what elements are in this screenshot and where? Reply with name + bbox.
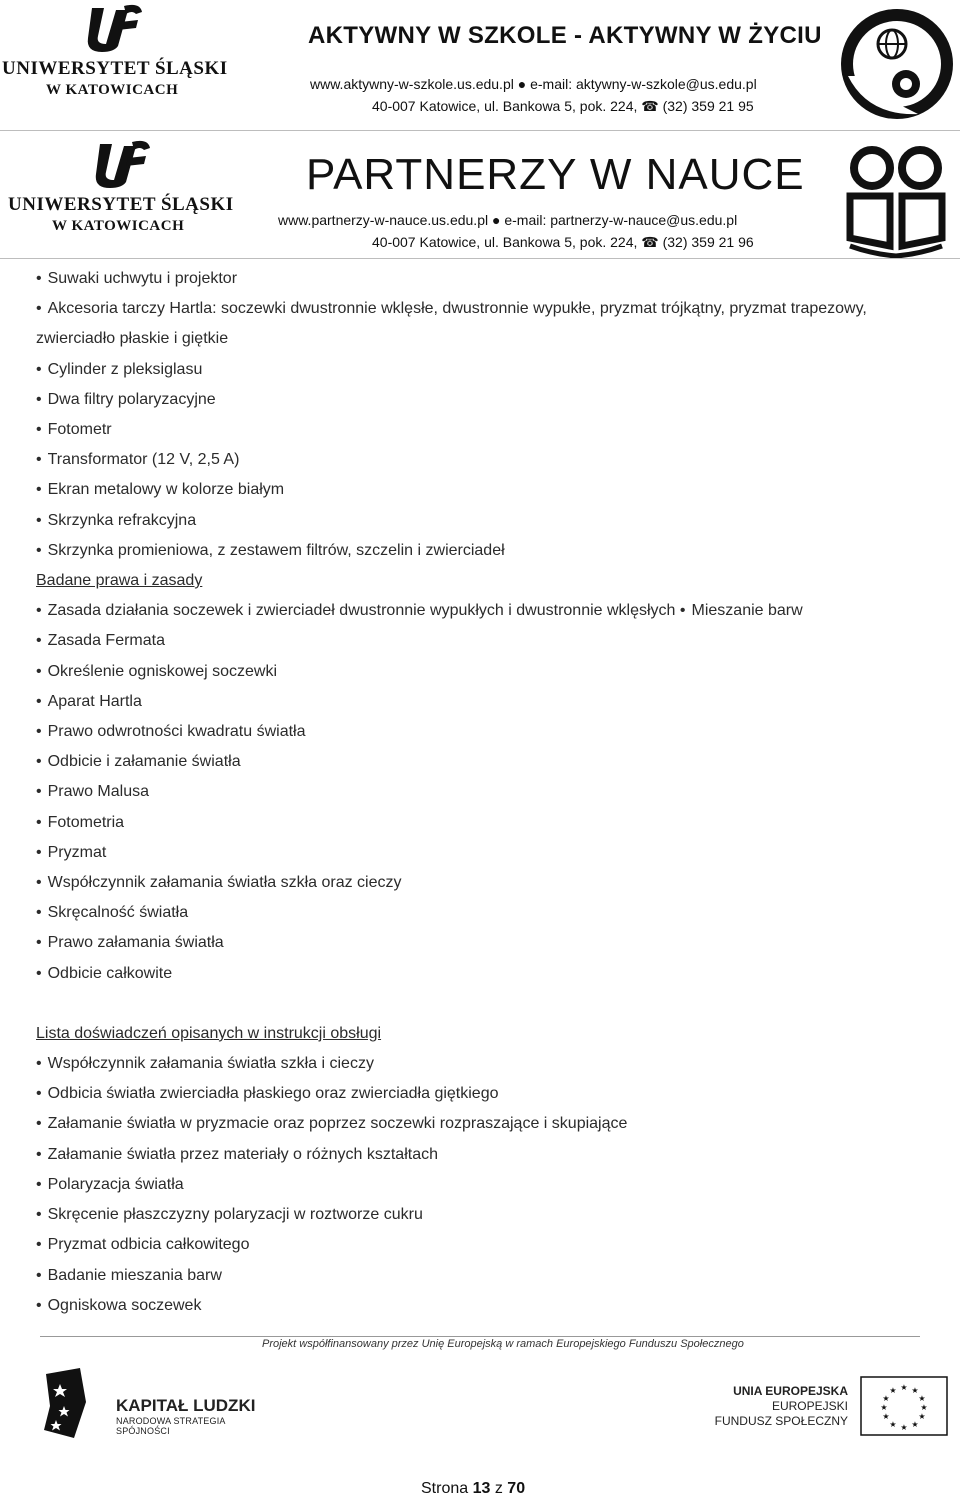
bullet: •: [36, 511, 42, 529]
university-name-line1: UNIWERSYTET ŚLĄSKI: [8, 194, 234, 215]
list-item: [36, 385, 936, 415]
section-heading-experiments: Lista doświadczeń opisanych w instrukcji obsługi: [36, 1024, 382, 1042]
bullet: •: [36, 692, 42, 710]
bullet: •: [36, 904, 42, 922]
bullet: •: [36, 300, 42, 318]
list-item: [36, 777, 936, 807]
bullet: •: [36, 1175, 42, 1193]
list-item: [36, 1200, 936, 1230]
page-number: [421, 1480, 525, 1498]
page-content: [36, 264, 936, 1321]
cofinance-note: Projekt współfinansowany przez Unię Europejską w ramach Europejskiego Funduszu Społecznego: [262, 1338, 744, 1350]
bullet: •: [36, 843, 42, 861]
list-item: [36, 1049, 936, 1079]
svg-text:★: ★: [889, 1386, 897, 1395]
list-item: [36, 747, 936, 777]
list-item: [36, 294, 876, 354]
list-item-text: Suwaki uchwytu i projektor: [47, 270, 238, 287]
list-item-text: Pryzmat odbicia całkowitego: [47, 1236, 250, 1254]
list-item-text: Zasada działania soczewek i zwierciadeł dwustronnie wypukłych i dwustronnie wklęsłych: [47, 602, 676, 620]
list-item-text: Pryzmat: [47, 843, 107, 861]
list-item-text: Zasada Fermata: [47, 632, 165, 650]
bullet: •: [36, 632, 42, 650]
list-item: [36, 1261, 936, 1291]
project-address-partnerzy: 40-007 Katowice, ul. Bankowa 5, pok. 224, ☎ (32) 359 21 96: [372, 234, 754, 250]
eu-line2: EUROPEJSKI: [771, 1399, 848, 1413]
section-heading-laws: Badane prawa i zasady: [36, 572, 203, 590]
project-contact-aktywny: www.aktywny-w-szkole.us.edu.pl ● e-mail: aktywny-w-szkole@us.edu.pl: [310, 76, 757, 92]
bullet: •: [36, 421, 42, 439]
list-item-text: Fotometr: [47, 421, 112, 439]
university-emblem-icon: [92, 138, 152, 188]
equipment-list: [36, 264, 936, 566]
list-item: [36, 355, 936, 385]
list-item: [36, 898, 936, 928]
list-item-text: Skręcalność światła: [47, 904, 189, 922]
list-item-text: Określenie ogniskowej soczewki: [47, 662, 278, 680]
list-item: [36, 475, 936, 505]
bullet: •: [36, 541, 42, 559]
project-address-aktywny: 40-007 Katowice, ul. Bankowa 5, pok. 224, ☎ (32) 359 21 95: [372, 98, 754, 114]
bullet: •: [36, 723, 42, 741]
bullet: •: [36, 270, 42, 287]
bullet: •: [36, 1115, 42, 1133]
kapital-ludzki-subtitle: NARODOWA STRATEGIA SPÓJNOŚCI: [116, 1416, 226, 1436]
bullet: •: [36, 964, 42, 982]
bullet: •: [36, 1055, 42, 1073]
list-item: [36, 536, 936, 566]
list-item-text: Skrzynka refrakcyjna: [47, 511, 197, 529]
header-divider-2: [0, 258, 960, 259]
bullet: •: [36, 783, 42, 801]
svg-text:★: ★: [920, 1403, 928, 1412]
bullet: •: [36, 1085, 42, 1103]
header-divider-1: [0, 130, 960, 131]
globe-gear-logo-icon: [838, 6, 956, 122]
list-item: [36, 1170, 936, 1200]
list-item-text: Współczynnik załamania światła szkła i cieczy: [47, 1055, 374, 1073]
svg-text:★: ★: [911, 1386, 919, 1395]
list-item: [36, 1109, 936, 1139]
university-emblem-icon: [84, 2, 144, 52]
bullet: •: [36, 874, 42, 892]
svg-text:★: ★: [918, 1394, 926, 1403]
list-item-text: Skręcenie płaszczyzny polaryzacji w roztworze cukru: [47, 1206, 423, 1224]
svg-text:★: ★: [882, 1412, 890, 1421]
bullet: •: [36, 602, 42, 620]
list-item-text: Prawo Malusa: [47, 783, 149, 801]
eu-line3: FUNDUSZ SPOŁECZNY: [714, 1414, 848, 1428]
bullet: •: [36, 813, 42, 831]
list-item: [36, 808, 936, 838]
list-item: [36, 1140, 936, 1170]
list-item-text: Prawo załamania światła: [47, 934, 224, 952]
list-item: [36, 1230, 936, 1260]
page-current: 13: [472, 1480, 491, 1497]
university-name-line2: W KATOWICACH: [52, 218, 185, 234]
bullet: •: [36, 481, 42, 499]
list-item: [36, 838, 936, 868]
list-item-text: Ekran metalowy w kolorze białym: [47, 481, 285, 499]
list-item: [36, 868, 936, 898]
laws-list: [36, 596, 936, 989]
bullet: •: [36, 1296, 42, 1314]
university-name-line2: W KATOWICACH: [46, 82, 179, 98]
experiments-list: [36, 1049, 936, 1321]
project-title-aktywny: AKTYWNY W SZKOLE - AKTYWNY W ŻYCIU: [308, 22, 822, 49]
bullet: •: [679, 602, 686, 620]
bullet: •: [36, 451, 42, 469]
list-item-text: Dwa filtry polaryzacyjne: [47, 390, 216, 408]
svg-text:★: ★: [918, 1412, 926, 1421]
list-item-text: Prawo odwrotności kwadratu światła: [47, 723, 306, 741]
list-item: [36, 717, 936, 747]
kapital-ludzki-logo: [40, 1366, 280, 1442]
list-item-text: Odbicia światła zwierciadła płaskiego oraz zwierciadła giętkiego: [47, 1085, 499, 1103]
page-separator: z: [494, 1480, 503, 1497]
svg-text:★: ★: [880, 1403, 888, 1412]
list-item-text: Cylinder z pleksiglasu: [47, 360, 203, 378]
list-item: [36, 1291, 936, 1321]
list-item-text: Mieszanie barw: [691, 602, 803, 620]
bullet: •: [36, 753, 42, 771]
bullet: •: [36, 390, 42, 408]
list-item: [36, 626, 936, 656]
bullet: •: [36, 1145, 42, 1163]
list-item: [36, 1079, 936, 1109]
list-item-text: Odbicie i załamanie światła: [47, 753, 241, 771]
university-logo-1: [0, 0, 240, 105]
svg-text:★: ★: [889, 1420, 897, 1429]
page-prefix: Strona: [421, 1480, 469, 1497]
spacer: [36, 989, 936, 1019]
list-item-text: Odbicie całkowite: [47, 964, 173, 982]
list-item-text: Akcesoria tarczy Hartla: soczewki dwustronnie wklęsłe, dwustronnie wypukłe, pryzmat trójkątny, pryzmat trapezowy, zwierciadło płaskie i giętkie: [36, 300, 867, 348]
bullet: •: [36, 662, 42, 680]
bullet: •: [36, 934, 42, 952]
list-item-text: Skrzynka promieniowa, z zestawem filtrów, szczelin i zwierciadeł: [47, 541, 505, 559]
university-name-line1: UNIWERSYTET ŚLĄSKI: [2, 58, 228, 79]
eu-line1: UNIA EUROPEJSKA: [733, 1384, 848, 1398]
svg-text:★: ★: [882, 1394, 890, 1403]
list-item: [36, 959, 936, 989]
list-item-text: Załamanie światła w pryzmacie oraz poprzez soczewki rozpraszające i skupiające: [47, 1115, 628, 1133]
list-item-text: Ogniskowa soczewek: [47, 1296, 202, 1314]
list-item: [36, 687, 936, 717]
list-item: [36, 445, 936, 475]
svg-text:★: ★: [900, 1423, 908, 1432]
list-item-text: Fotometria: [47, 813, 125, 831]
bullet: •: [36, 1266, 42, 1284]
list-item-text: Transformator (12 V, 2,5 A): [47, 451, 240, 469]
svg-text:★: ★: [911, 1420, 919, 1429]
list-item: [36, 928, 936, 958]
svg-text:★: ★: [900, 1383, 908, 1392]
eu-text-block: [700, 1384, 848, 1429]
bullet: •: [36, 360, 42, 378]
project-contact-partnerzy: www.partnerzy-w-nauce.us.edu.pl ● e-mail: partnerzy-w-nauce@us.edu.pl: [278, 212, 738, 228]
people-book-logo-icon: [842, 146, 950, 258]
eu-flag-icon: [860, 1376, 948, 1436]
list-item: [36, 506, 936, 536]
list-item-text: Polaryzacja światła: [47, 1175, 184, 1193]
bullet: •: [36, 1206, 42, 1224]
poland-stars-icon: [40, 1366, 88, 1440]
kapital-ludzki-title: KAPITAŁ LUDZKI: [116, 1396, 256, 1415]
list-item-text: Załamanie światła przez materiały o różnych kształtach: [47, 1145, 438, 1163]
list-item-text: Badanie mieszania barw: [47, 1266, 222, 1284]
page-total: 70: [507, 1480, 526, 1497]
list-item-text: Aparat Hartla: [47, 692, 142, 710]
university-logo-2: [0, 134, 240, 239]
footer-divider: [40, 1336, 920, 1337]
list-item: [36, 415, 936, 445]
bullet: •: [36, 1236, 42, 1254]
list-item: [36, 596, 936, 626]
list-item-text: Współczynnik załamania światła szkła oraz cieczy: [47, 874, 402, 892]
project-title-partnerzy: PARTNERZY W NAUCE: [306, 150, 805, 199]
list-item: [36, 264, 936, 294]
list-item: [36, 657, 936, 687]
